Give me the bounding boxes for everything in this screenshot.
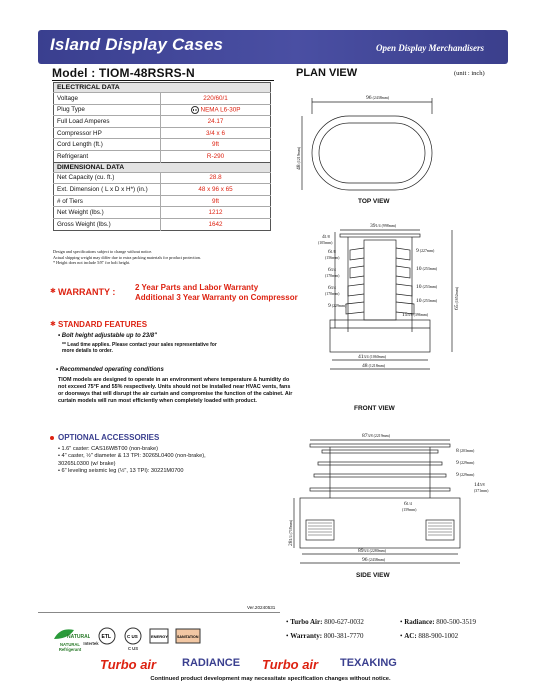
dim-front-h4: 63/4 <box>328 285 336 291</box>
standard-feature-bullet: • Bolt height adjustable up to 23/8" <box>58 333 157 339</box>
spec-value <box>161 104 271 116</box>
model-divider <box>52 80 274 81</box>
table-row <box>54 127 271 139</box>
dim-front-h1: 41/8 <box>322 234 330 240</box>
dim-front-h5: 9(229mm) <box>328 303 347 309</box>
dim-front-width: 48(1218mm) <box>362 363 386 369</box>
spec-value: 48 x 96 x 65 <box>161 184 271 196</box>
svg-text:C US: C US <box>127 634 138 639</box>
sanitation-badge <box>174 627 202 646</box>
dim-front-height: 65(1652mm) <box>454 286 460 310</box>
dim-front-r3: 10(253mm) <box>416 284 438 290</box>
dim-top-depth: 48(1219mm) <box>296 146 302 170</box>
svg-text:ETL: ETL <box>101 634 111 640</box>
dim-side-r1: 8(203mm) <box>456 448 475 454</box>
svg-text:NATURAL: NATURAL <box>67 634 90 640</box>
footer-disclaimer: Continued product development may necessitate specification changes without notice. <box>150 676 391 682</box>
dim-side-mid-mm: (159mm) <box>402 508 417 512</box>
side-shelf <box>310 488 450 491</box>
table-row <box>54 104 271 116</box>
dim-side-width: 96(2438mm) <box>362 557 386 563</box>
drawing-canvas <box>270 80 530 610</box>
energy-badge <box>148 627 170 646</box>
warranty-label: WARRANTY : <box>58 287 116 297</box>
page-subtitle: Open Display Merchandisers <box>375 43 484 53</box>
dim-side-base: 893/4(2280mm) <box>358 548 387 554</box>
contact-radiance: • Radiance: 800-500-3519 <box>400 618 476 626</box>
table-row <box>54 116 271 128</box>
spec-value: 1642 <box>161 218 271 230</box>
spec-label: Voltage <box>54 93 161 105</box>
warranty-line-2: Additional 3 Year Warranty on Compressor <box>135 293 298 302</box>
contact-turbo-air: • Turbo Air: 800-627-0032 <box>286 618 364 626</box>
badge-label: C US <box>127 646 138 651</box>
contact-label: Radiance: <box>404 618 435 626</box>
dim-side-mid: 61/4 <box>404 501 412 507</box>
dim-side-r2: 9(229mm) <box>456 460 475 466</box>
dim-front-r2: 10(253mm) <box>416 266 438 272</box>
dim-front-r5: 155/8(396mm) <box>402 312 429 318</box>
turbo-air-ac-logo: Turbo air <box>262 657 319 672</box>
side-view-label: SIDE VIEW <box>356 572 390 579</box>
contact-label: AC: <box>404 632 417 640</box>
certification-badges <box>50 627 280 652</box>
top-view-inner <box>319 123 425 183</box>
turbo-air-logo: Turbo air <box>100 657 157 672</box>
spec-label: Net Weight (lbs.) <box>54 207 161 219</box>
contact-ac: • AC: 888-900-1002 <box>400 632 459 640</box>
brand-logos <box>0 654 541 674</box>
dim-side-r4: 145/8 <box>474 482 485 488</box>
radiance-logo: RADIANCE <box>182 657 241 669</box>
spec-table <box>53 82 271 231</box>
warranty-line-1: 2 Year Parts and Labor Warranty <box>135 283 259 292</box>
energy-icon <box>149 627 169 645</box>
spec-value: 9ft <box>161 139 271 151</box>
plan-drawings <box>270 80 530 610</box>
leaf-icon <box>50 627 90 641</box>
front-shelf <box>348 284 364 296</box>
spec-value: 1212 <box>161 207 271 219</box>
front-shelf <box>396 284 412 296</box>
spec-label: # of Tiers <box>54 195 161 207</box>
spec-label: Ext. Dimension ( L x D x H*) (in.) <box>54 184 161 196</box>
table-row <box>54 93 271 105</box>
front-center-column <box>364 240 396 320</box>
front-shelf <box>396 248 410 260</box>
contact-phone[interactable]: 800-381-7770 <box>323 632 364 640</box>
note-line: Actual shipping weight may differ due to extra packing materials for product protection. <box>53 254 201 260</box>
contact-label: Warranty: <box>290 632 323 640</box>
dim-front-r4: 10(253mm) <box>416 298 438 304</box>
contact-phone[interactable]: 800-500-3519 <box>436 618 476 626</box>
front-top-shelf <box>340 234 420 237</box>
cus-icon <box>124 627 142 645</box>
contact-phone[interactable]: 888-900-1002 <box>418 632 459 640</box>
spec-value: 24.17 <box>161 116 271 128</box>
front-shelves <box>346 248 414 314</box>
badge-label: Intertek <box>83 641 99 646</box>
contact-phone[interactable]: 800-627-0032 <box>324 618 364 626</box>
table-row <box>54 184 271 196</box>
dim-front-h2-mm: (156mm) <box>325 256 340 260</box>
contact-label: Turbo Air: <box>290 618 323 626</box>
plug-type-value: NEMA L6-30P <box>200 106 241 114</box>
lead-time-note-2: more details to order. <box>62 348 113 354</box>
optional-accessories-heading: OPTIONAL ACCESSORIES <box>58 433 160 442</box>
dim-front-r1: 9(227mm) <box>416 248 435 254</box>
spec-value: 220/60/1 <box>161 93 271 105</box>
lead-time-note-1: ** Lead time applies. Please contact your sales representative for <box>62 342 217 348</box>
dim-front-h1-mm: (105mm) <box>318 241 333 245</box>
side-vent-grille <box>308 523 452 535</box>
svg-text:ENERGY: ENERGY <box>151 634 168 639</box>
top-view-label: TOP VIEW <box>358 198 390 205</box>
front-view-label: FRONT VIEW <box>354 405 395 412</box>
spec-value: R-290 <box>161 150 271 162</box>
unit-note: (unit : inch) <box>454 70 485 77</box>
dim-front-h4-mm: (170mm) <box>325 292 340 296</box>
side-shelf <box>322 450 438 453</box>
spec-label: Gross Weight (lbs.) <box>54 218 161 230</box>
version-label: Ver.20240531 <box>247 605 276 610</box>
spec-label: Plug Type <box>54 104 161 116</box>
spec-label: Refrigerant <box>54 150 161 162</box>
plug-icon <box>191 106 199 114</box>
table-row <box>54 195 271 207</box>
plan-view-heading: PLAN VIEW <box>296 67 358 79</box>
side-top-shelf <box>310 444 450 447</box>
spec-value: 9ft <box>161 195 271 207</box>
electrical-header: ELECTRICAL DATA <box>54 83 271 93</box>
dim-side-r4-mm: (371mm) <box>474 489 489 493</box>
front-base-cabinet <box>330 320 430 352</box>
spec-value: 3/4 x 6 <box>161 127 271 139</box>
dim-front-h3: 63/4 <box>328 267 336 273</box>
front-shelf <box>350 248 364 260</box>
front-shelf <box>396 266 410 278</box>
dim-front-h2: 61/8 <box>328 249 336 255</box>
bullet-dot-icon <box>50 436 54 440</box>
texaking-logo: TEXAKING <box>340 657 397 669</box>
asterisk-icon: ✱ <box>50 288 56 295</box>
side-shelf <box>314 474 446 477</box>
dim-front-top: 391/4(998mm) <box>370 223 397 229</box>
badge-label: NATURAL Refrigerant <box>58 642 82 652</box>
intertek-badge <box>76 641 106 646</box>
spec-label: Net Capacity (cu. ft.) <box>54 172 161 184</box>
contact-warranty: • Warranty: 800-381-7770 <box>286 632 364 640</box>
spec-label: Compressor HP <box>54 127 161 139</box>
spec-label: Cord Length (ft.) <box>54 139 161 151</box>
natural-refrigerant-badge <box>50 627 90 652</box>
operating-conditions-heading: • Recommended operating conditions <box>56 367 164 373</box>
accessories-list: • 1.6" caster: CAS16WBT00 (non-brake) • 4" caster, ½" diameter & 13 TPI: 30265L0400 (non-brake), 30265L0300 (w/ brake) • 6" leveling seismic leg (½", 13 TPI): 30221M0700 <box>58 446 206 475</box>
spec-value: 28.8 <box>161 172 271 184</box>
table-row <box>54 218 271 230</box>
table-row <box>54 139 271 151</box>
cus-badge <box>122 627 144 651</box>
front-shelf <box>350 266 364 278</box>
front-shelf <box>346 302 364 314</box>
dim-side-r3: 9(229mm) <box>456 472 475 478</box>
table-row <box>54 172 271 184</box>
operating-conditions-text: TIOM models are designed to operate in an environment where temperature & humidity do not exceed 75°F and 55% respectively. Units should not be installed near HVAC vents, fans or doorways that will disrupt the air curtain and compromise the function of the cabinet. Air curtain models will run most efficiently when completely loaded with product. <box>58 377 293 404</box>
table-row <box>54 150 271 162</box>
sanitation-icon <box>175 627 201 645</box>
top-view-outer <box>312 116 432 190</box>
dim-front-h3-mm: (170mm) <box>325 274 340 278</box>
spec-notes <box>53 249 285 266</box>
header-banner <box>38 30 508 64</box>
page-title: Island Display Cases <box>50 35 224 54</box>
dim-side-top: 873/8(2219mm) <box>362 433 391 439</box>
standard-features-heading: STANDARD FEATURES <box>58 320 148 329</box>
note-line: * Height does not include 5/8" for bolt height. <box>53 260 131 266</box>
svg-text:SANITATION: SANITATION <box>177 635 199 639</box>
asterisk-icon: ✱ <box>50 321 56 328</box>
footer-divider <box>38 612 280 613</box>
dim-side-height: 281/4(718mm) <box>288 519 294 546</box>
model-number: Model : TIOM-48RSRS-N <box>52 66 195 80</box>
side-shelf <box>318 462 442 465</box>
dim-front-base: 413/4(1060mm) <box>358 354 387 360</box>
dim-top-width: 96(2438mm) <box>366 95 390 101</box>
note-line: Design and specifications subject to change without notice. <box>53 249 153 254</box>
spec-label: Full Load Amperes <box>54 116 161 128</box>
table-row <box>54 207 271 219</box>
dimensional-header: DIMENSIONAL DATA <box>54 162 271 172</box>
